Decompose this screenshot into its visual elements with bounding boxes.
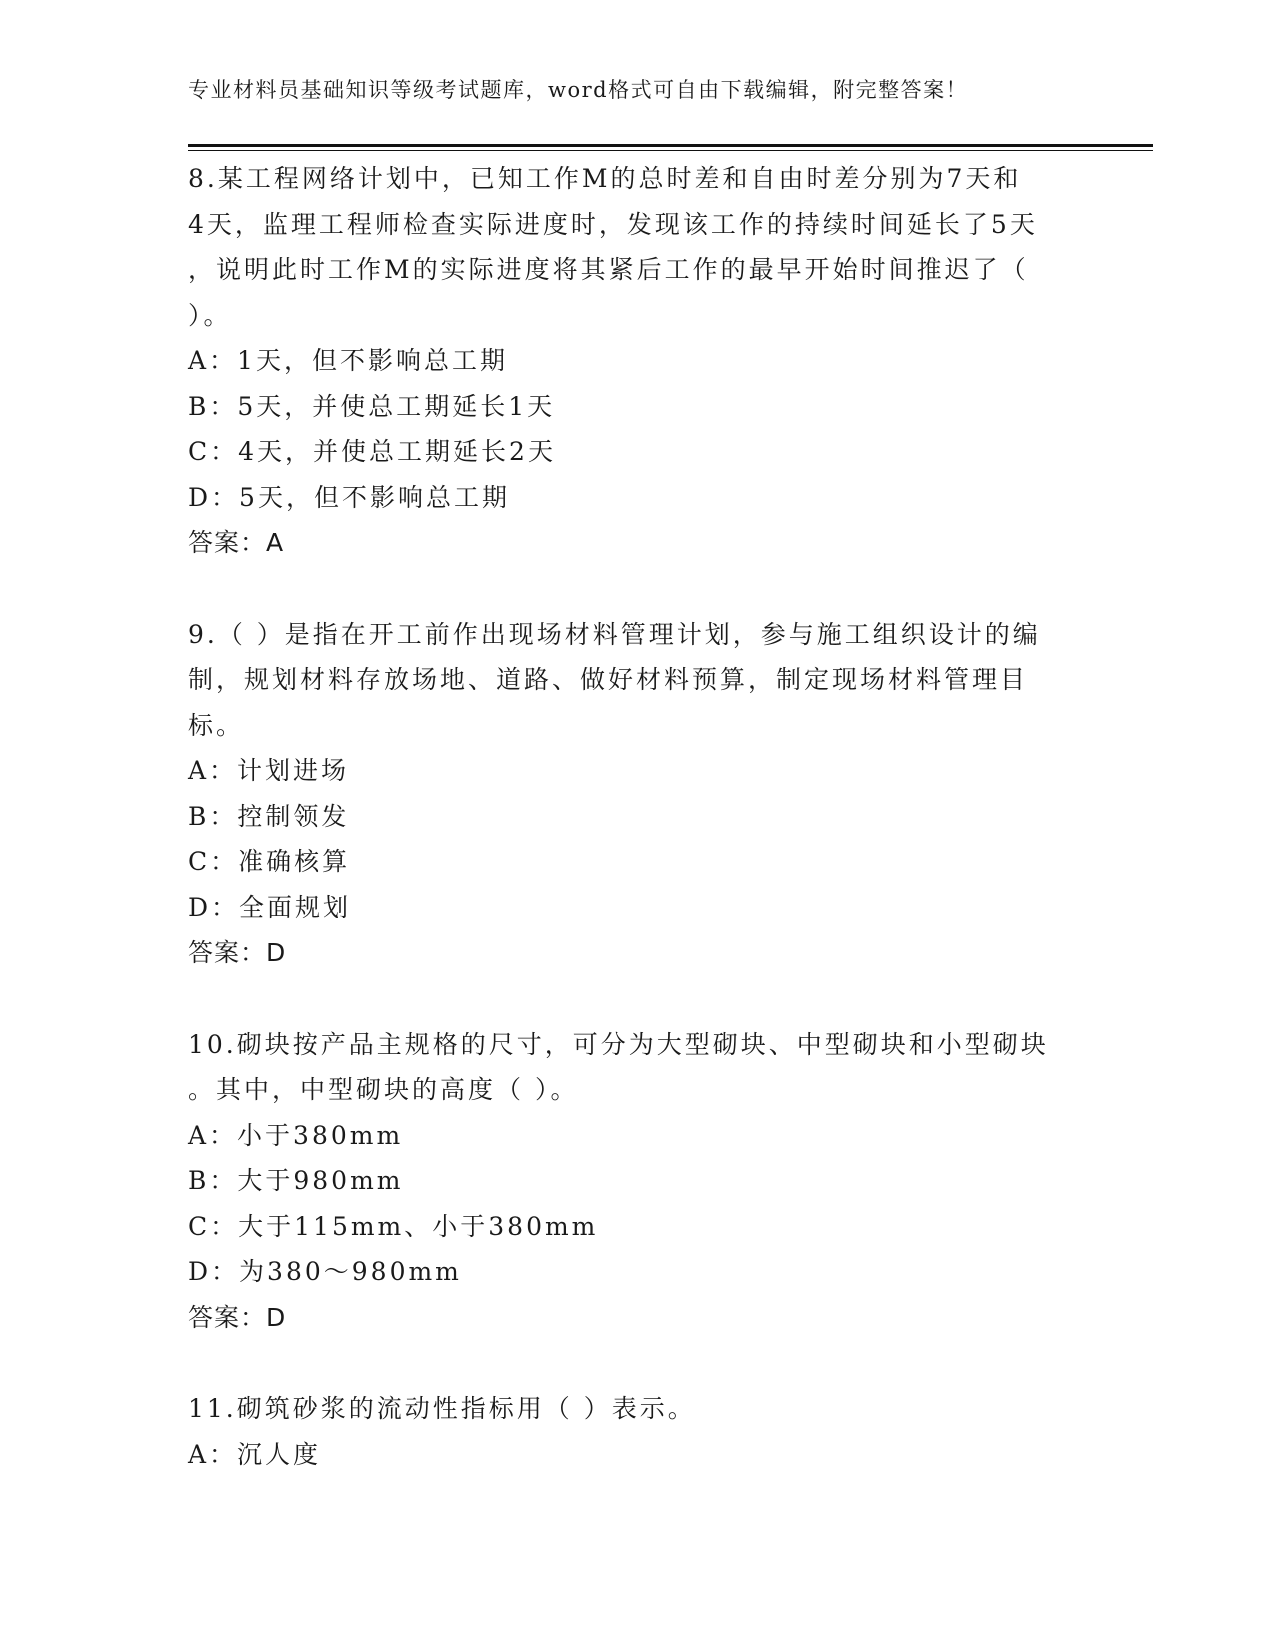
option-c: C：4天，并使总工期延长2天 — [188, 437, 556, 466]
question-stem-line: 10.砌块按产品主规格的尺寸，可分为大型砌块、中型砌块和小型砌块 — [188, 1029, 1049, 1059]
question-8 — [188, 156, 1108, 566]
question-10 — [188, 1022, 1108, 1341]
option-b: B：5天，并使总工期延长1天 — [188, 391, 556, 421]
page-header: 专业材料员基础知识等级考试题库，word格式可自由下载编辑，附完整答案！ — [188, 78, 969, 102]
question-stem-line: 标。 — [188, 710, 245, 740]
option-a: A：计划进场 — [188, 756, 350, 785]
option-a: A：1天，但不影响总工期 — [188, 346, 508, 375]
question-stem-line: 11.砌筑砂浆的流动性指标用（ ）表示。 — [188, 1394, 696, 1423]
header-rule-thick — [188, 144, 1153, 147]
option-b: B：控制领发 — [188, 801, 350, 831]
option-a: A：小于380mm — [188, 1120, 404, 1150]
question-stem-line: 。其中，中型砌块的高度（ ）。 — [188, 1075, 579, 1104]
question-stem-line: ）。 — [188, 300, 232, 330]
option-d: D：为380～980mm — [188, 1257, 462, 1286]
question-9 — [188, 612, 1108, 976]
option-c: C：大于115mm、小于380mm — [188, 1211, 599, 1241]
answer-label: 答案：A — [188, 528, 285, 557]
header-rule-thin — [188, 150, 1153, 151]
answer-label: 答案：D — [188, 1302, 287, 1332]
question-stem-line: 8.某工程网络计划中，已知工作M的总时差和自由时差分别为7天和 — [188, 164, 1022, 193]
option-a: A：沉人度 — [188, 1439, 322, 1469]
option-c: C：准确核算 — [188, 847, 351, 876]
question-stem-line: 9.（ ）是指在开工前作出现场材料管理计划，参与施工组织设计的编 — [188, 619, 1041, 649]
question-stem-line: ，说明此时工作M的实际进度将其紧后工作的最早开始时间推迟了（ — [188, 255, 1029, 284]
answer-label: 答案：D — [188, 938, 287, 967]
question-list — [188, 156, 1108, 1523]
question-stem-line: 4天，监理工程师检查实际进度时，发现该工作的持续时间延长了5天 — [188, 209, 1038, 239]
option-d: D：5天，但不影响总工期 — [188, 482, 510, 512]
question-stem-line: 制，规划材料存放场地、道路、做好材料预算，制定现场材料管理目 — [188, 665, 1029, 694]
question-11 — [188, 1386, 1108, 1477]
option-b: B：大于980mm — [188, 1166, 404, 1195]
option-d: D：全面规划 — [188, 892, 352, 922]
